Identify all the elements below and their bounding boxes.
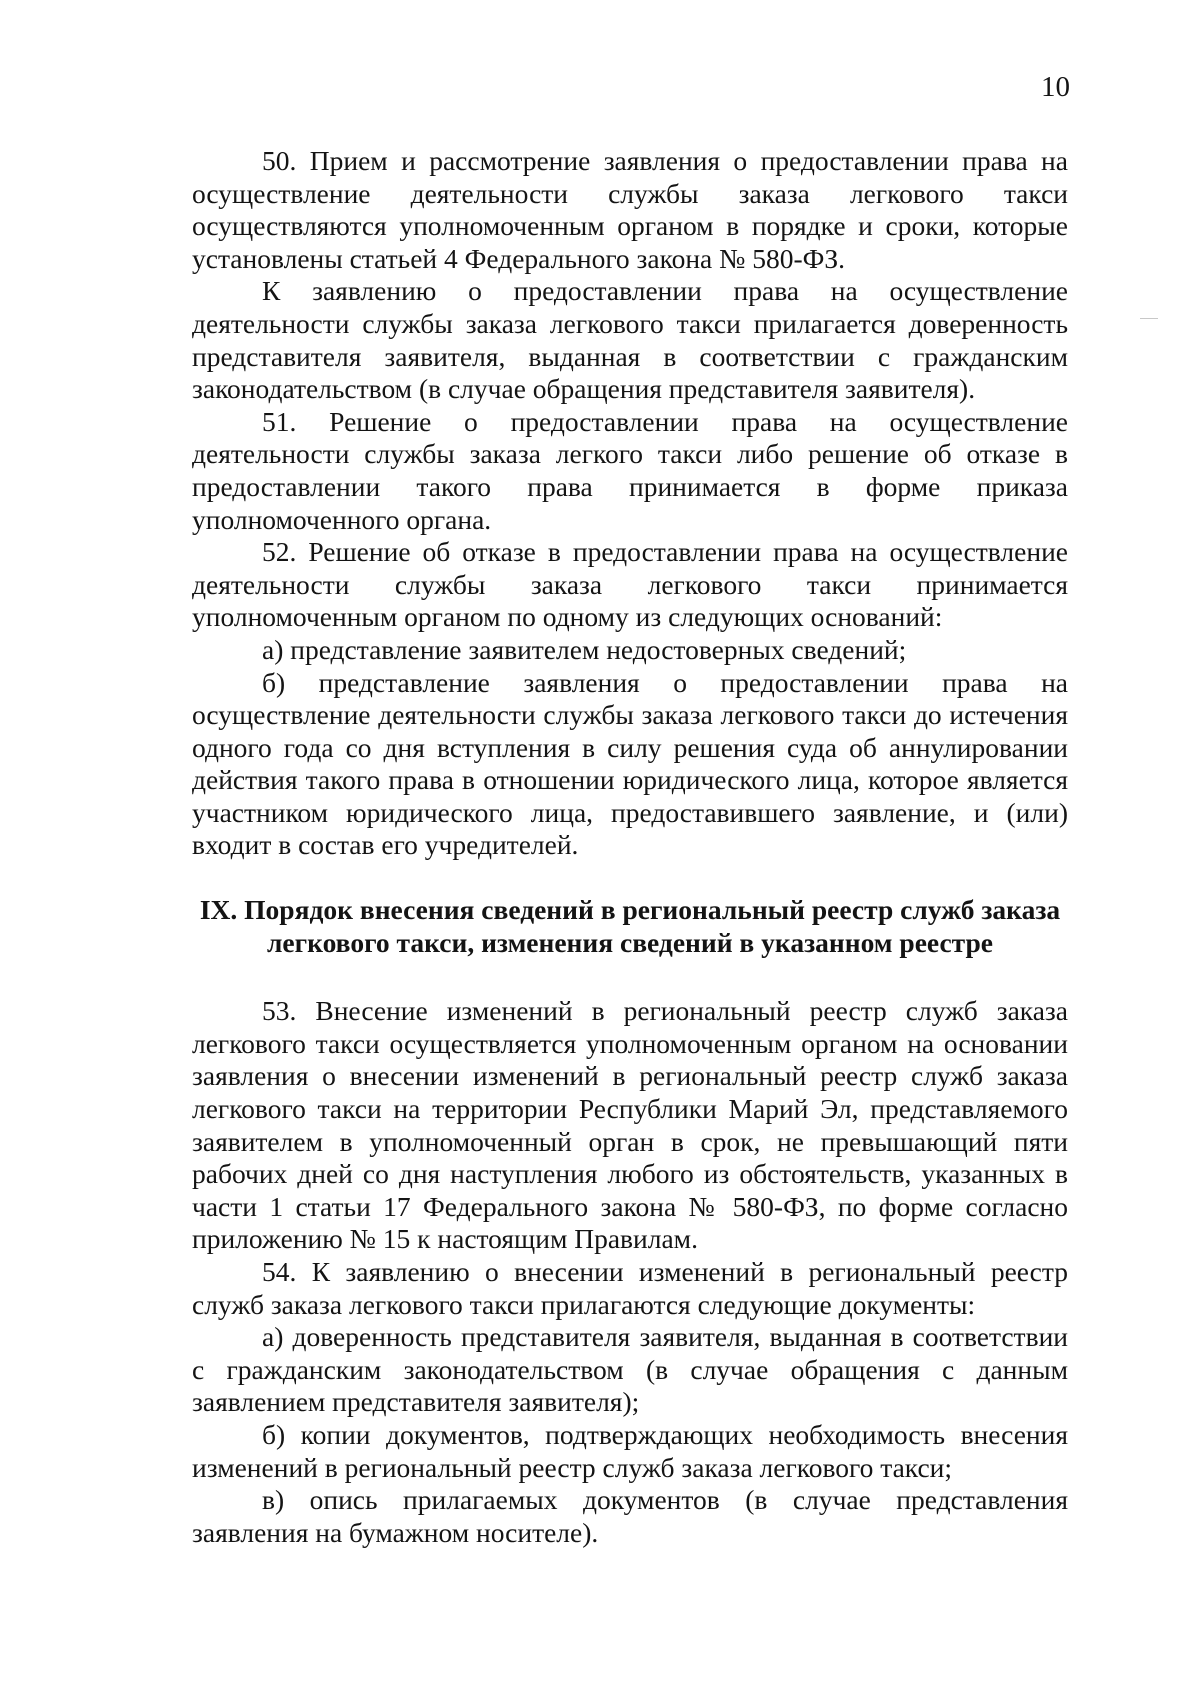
paragraph-52-item-a: а) представление заявителем недостоверных сведений;: [262, 633, 907, 665]
paragraph-51: 51. Решение о предоставлении права на осуществление деятельности службы заказа легкого такси либо решение об отказе в предоставлении такого права принимается в форме приказа уполномоченного органа.: [192, 405, 1068, 535]
paragraph-52-item-b: б) представление заявления о предоставлении права на осуществление деятельности службы заказа легкового такси до истечения одного года со дня вступления в силу решения суда об аннулировании действия такого права в отношении юридического лица, которое является участником юридического лица, предоставившего заявление, и (или) входит в состав его учредителей.: [192, 666, 1068, 861]
paragraph-54: 54. К заявлению о внесении изменений в региональный реестр служб заказа легкового такси прилагаются следующие документы:: [192, 1256, 1068, 1320]
paragraph-52: 52. Решение об отказе в предоставлении права на осуществление деятельности службы заказа легкового такси принимается уполномоченным органом по одному из следующих оснований:: [192, 536, 1068, 633]
section-heading-ix: IX. Порядок внесения сведений в региональный реестр служб заказа легкового такси, изменения сведений в указанном реестре: [199, 894, 1061, 958]
paragraph-50-attachment: К заявлению о предоставлении права на осуществление деятельности службы заказа легкового такси прилагается доверенность представителя заявителя, выданная в соответствии с гражданским законодательством (в случае обращения представителя заявителя).: [192, 275, 1068, 405]
paragraph-54-item-b: б) копии документов, подтверждающих необходимость внесения изменений в региональный реестр служб заказа легкового такси;: [192, 1418, 1068, 1483]
document-body: [192, 145, 1068, 1549]
page-number: 10: [1041, 71, 1070, 103]
paragraph-54-item-a: а) доверенность представителя заявителя, выданная в соответствии с гражданским законодательством (в случае обращения с данным заявлением представителя заявителя);: [192, 1321, 1068, 1418]
paragraph-54-item-c: в) опись прилагаемых документов (в случае представления заявления на бумажном носителе).: [192, 1484, 1068, 1548]
scan-artifact: [1140, 318, 1158, 319]
paragraph-50: 50. Прием и рассмотрение заявления о предоставлении права на осуществление деятельности службы заказа легкового такси осуществляются уполномоченным органом в порядке и сроки, которые установлены статьей 4 Федерального закона № 580-ФЗ.: [192, 145, 1068, 274]
paragraph-53: 53. Внесение изменений в региональный реестр служб заказа легкового такси осуществляется уполномоченным органом на основании заявления о внесении изменений в региональный реестр служб заказа легкового такси на территории Республики Марий Эл, представляемого заявителем в уполномоченный орган в срок, не превышающий пяти рабочих дней со дня наступления любого из обстоятельств, указанных в части 1 статьи 17 Федерального закона № 580-ФЗ, по форме согласно приложению № 15 к настоящим Правилам.: [192, 995, 1068, 1255]
